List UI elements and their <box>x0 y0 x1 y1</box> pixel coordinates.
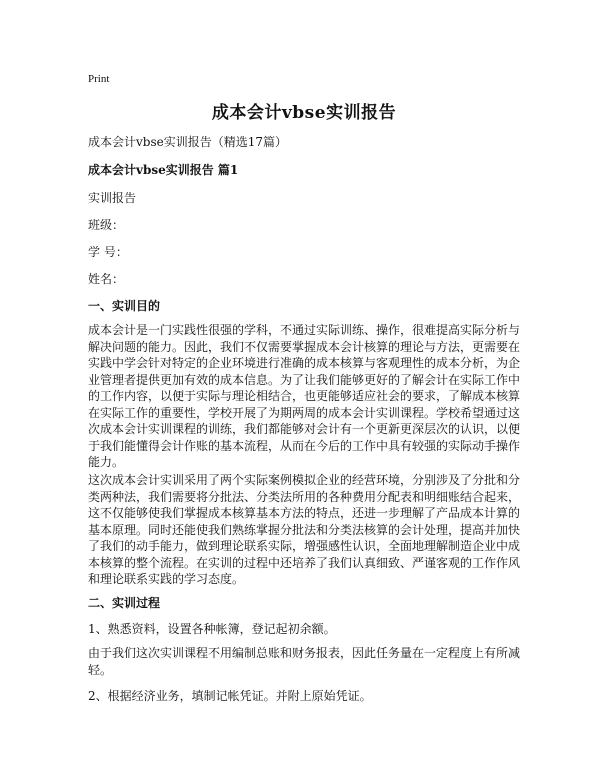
name-field: 姓名： <box>88 272 125 286</box>
print-label: Print <box>88 73 110 85</box>
process-step-2: 2、根据经济业务，填制记帐凭证。并附上原始凭证。 <box>88 689 372 703</box>
article-heading: 成本会计vbse实训报告 篇1 <box>88 163 239 177</box>
process-note-1: 由于我们这次实训课程不用编制总账和财务报表，因此任务量在一定程度上有所减轻。 <box>88 646 521 677</box>
process-step-1: 1、熟悉资料，设置各种帐簿，登记起初余额。 <box>88 622 336 636</box>
report-label: 实训报告 <box>88 191 137 205</box>
document-subtitle: 成本会计vbse实训报告（精选17篇） <box>88 135 287 149</box>
section-heading-purpose: 一、实训目的 <box>88 299 161 313</box>
section-heading-process: 二、实训过程 <box>88 596 161 610</box>
purpose-paragraph-1: 成本会计是一门实践性很强的学科，不通过实际训练、操作，很难提高实际分析与解决问题的能力。因此，我们不仅需要掌握成本会计核算的理论与方法，更需要在实践中学会针对特定的企业环境进行准确的成本核算与客观理性的成本分析，为企业管理者提供更加有效的成本信息。为了让我们能够更好的了解会计在实际工作中的工作内容，以便于实际与理论相结合，也更能够适应社会的要求，了解成本核算在实际工作的重要性，学校开展了为期两周的成本会计实训课程。学校希望通过这次成本会计实训课程的训练，我们都能够对会计有一个更新更深层次的认识，以便于我们能懂得会计作账的基本流程，从而在今后的工作中具有较强的实际动手操作能力。 <box>88 323 521 469</box>
document-title: 成本会计vbse实训报告 <box>211 103 397 123</box>
student-id-field: 学 号： <box>88 245 128 259</box>
purpose-paragraph-2: 这次成本会计实训采用了两个实际案例模拟企业的经营环境，分别涉及了分批和分类两种法，我们需要将分批法、分类法所用的各种费用分配表和明细账结合起来，这不仅能够使我们掌握成本核算基本方法的特点，还进一步理解了产品成本计算的基本原理。同时还能使我们熟练掌握分批法和分类法核算的会计处理，提高并加快了我们的动手能力，做到理论联系实际，增强感性认识，全面地理解制造企业中成本核算的整个流程。在实训的过程中还培养了我们认真细致、严谨客观的工作作风和理论联系实践的学习态度。 <box>88 473 521 586</box>
class-field: 班级： <box>88 218 125 232</box>
